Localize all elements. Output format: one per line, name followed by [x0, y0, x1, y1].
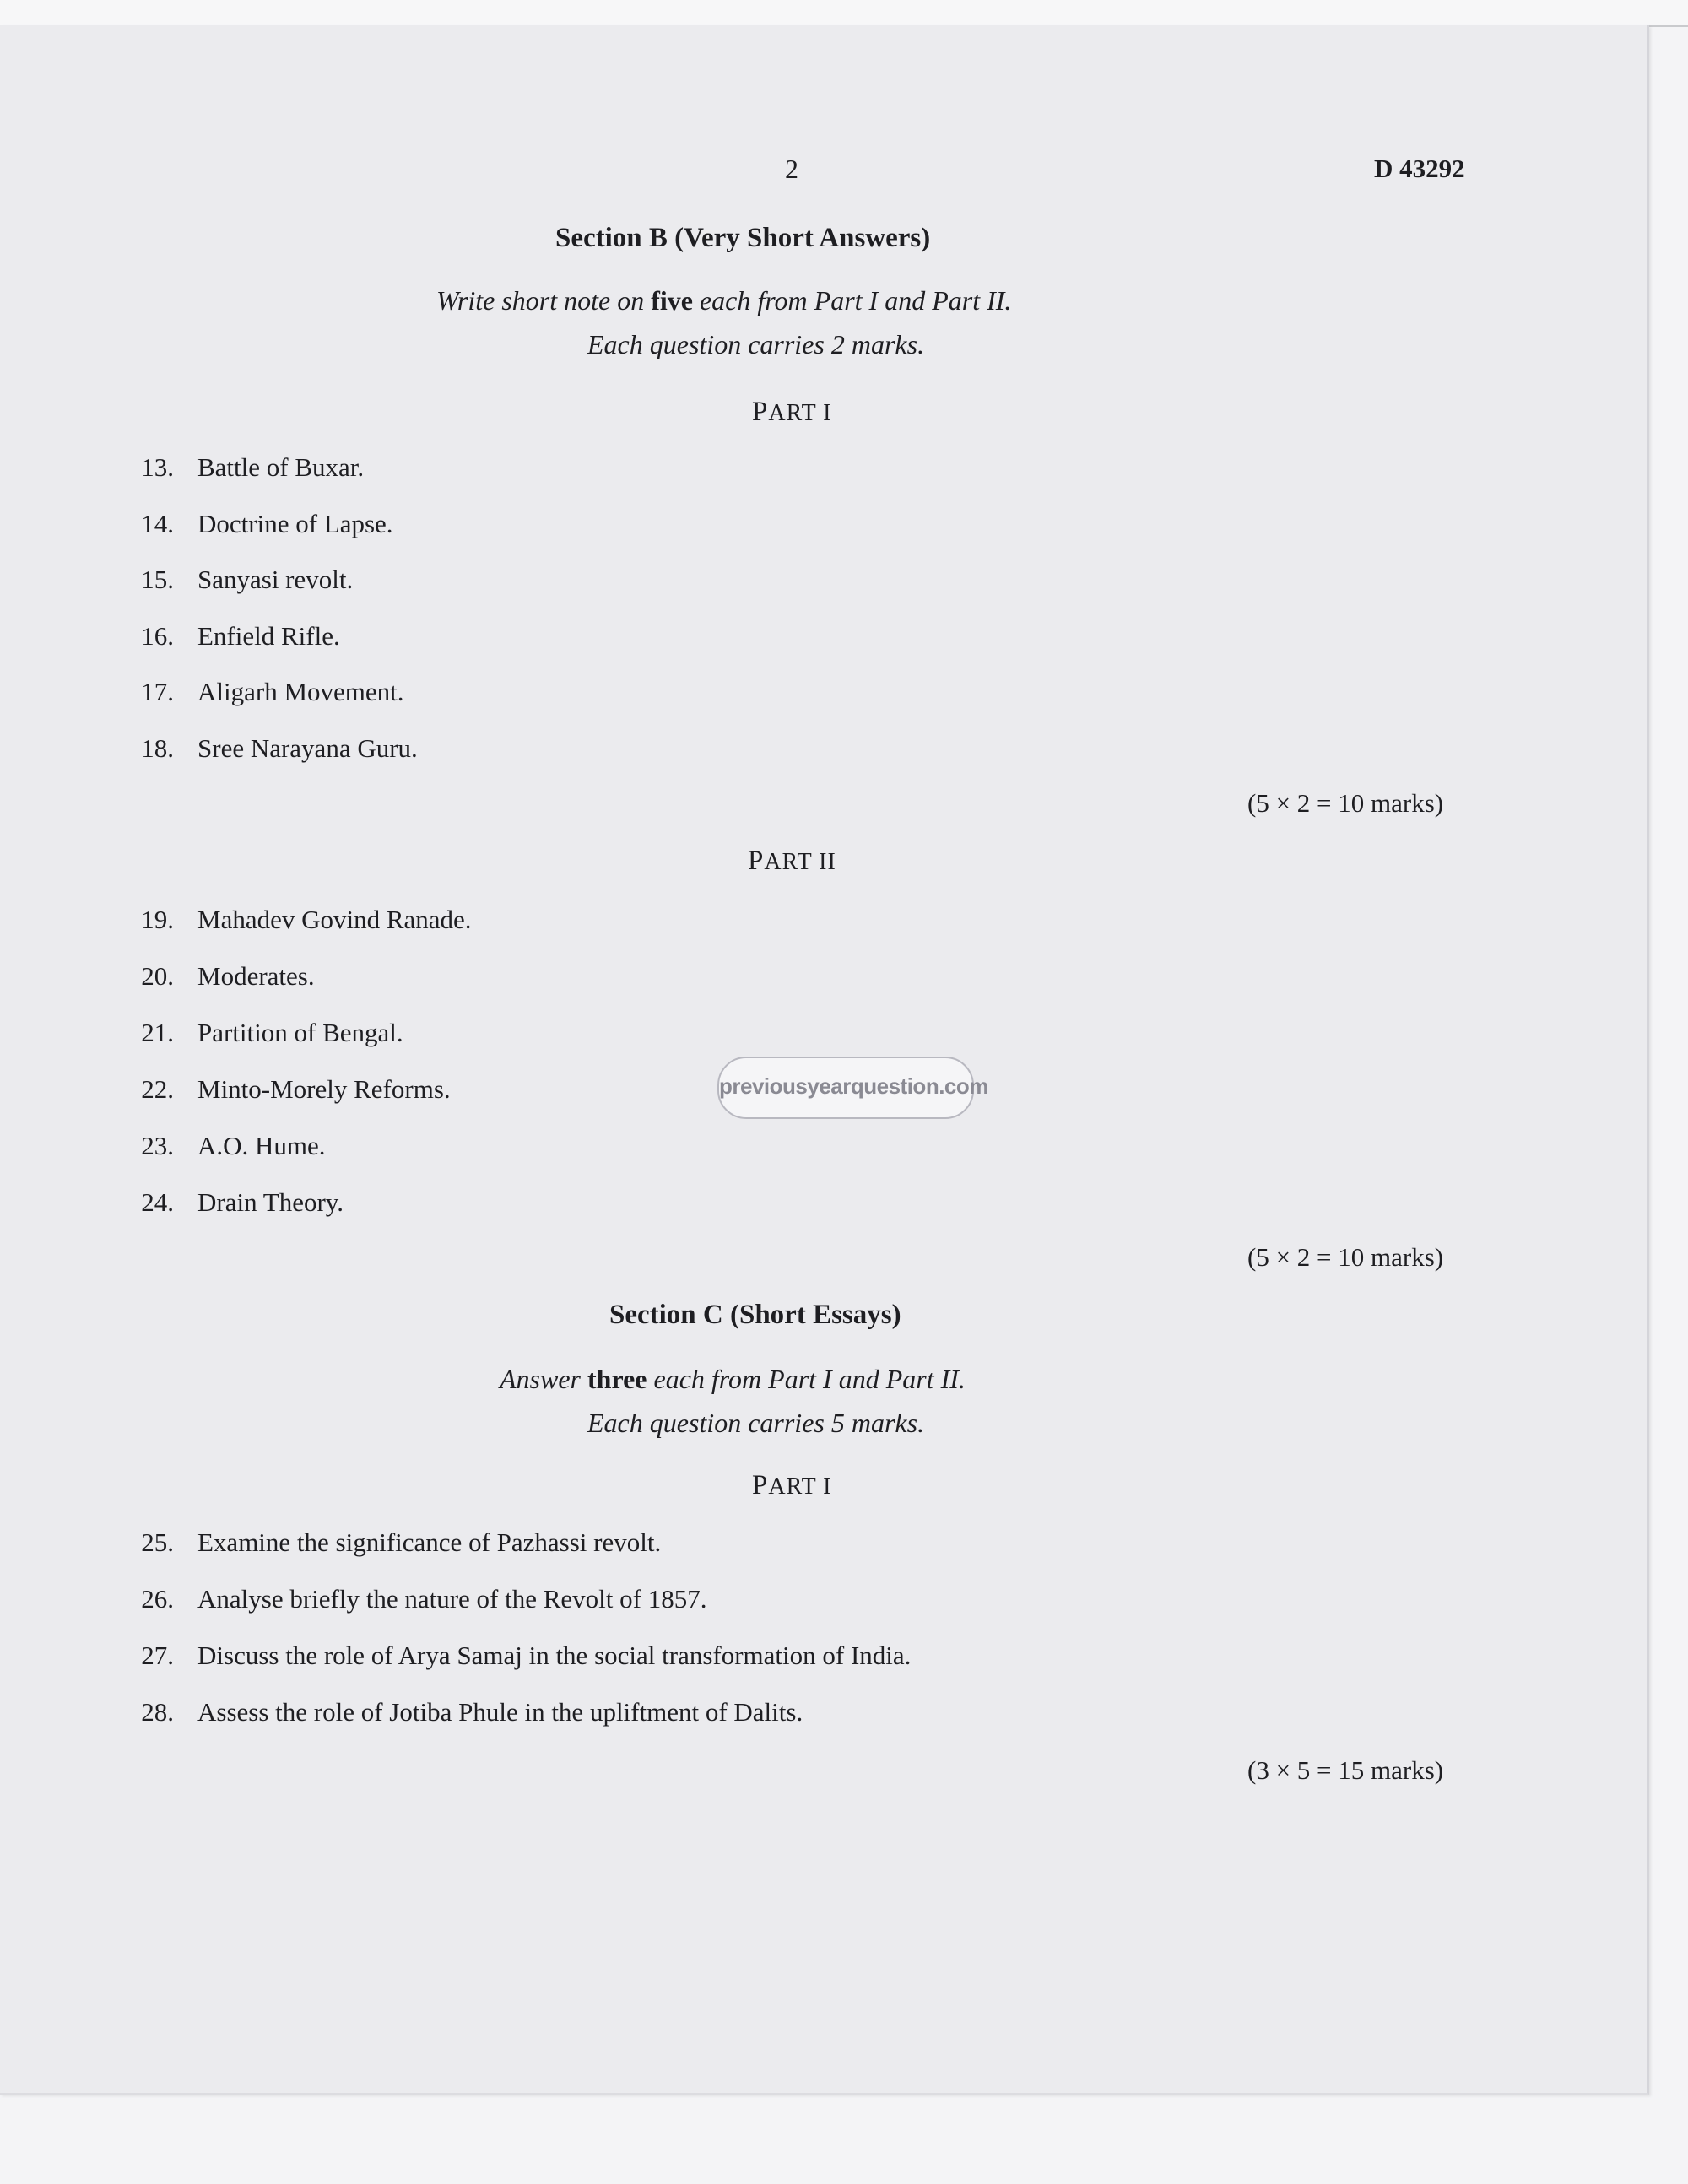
question-text: Aligarh Movement. — [197, 677, 404, 706]
section-c-instruction: Answer three each from Part I and Part II. — [500, 1364, 966, 1394]
section-b-part-2-heading: PART II — [748, 846, 836, 876]
question-text: Sree Narayana Guru. — [197, 733, 418, 763]
paper-code: D 43292 — [1374, 154, 1465, 183]
question-text: Analyse briefly the nature of the Revolt of 1857. — [197, 1584, 707, 1614]
question-text: Mahadev Govind Ranade. — [197, 905, 472, 934]
question-number: 21. — [141, 1018, 174, 1047]
question-text: Sanyasi revolt. — [197, 565, 354, 594]
question-text: A.O. Hume. — [197, 1131, 326, 1160]
question-number: 16. — [141, 620, 174, 651]
section-b-title: Section B (Very Short Answers) — [555, 223, 931, 253]
question-number: 22. — [141, 1074, 174, 1104]
question-number: 24. — [141, 1187, 174, 1217]
question-number: 15. — [141, 565, 174, 594]
section-b-part-2-marks: (5 × 2 = 10 marks) — [1247, 1242, 1444, 1272]
question-number: 19. — [141, 905, 174, 934]
question-number: 17. — [141, 677, 174, 706]
section-b-part-1-marks: (5 × 2 = 10 marks) — [1247, 788, 1444, 818]
question-text: Enfield Rifle. — [197, 620, 340, 651]
scanner-top-edge — [0, 0, 1688, 27]
section-b-part-1-heading: PART I — [752, 397, 832, 427]
section-c-marks-note: Each question carries 5 marks. — [587, 1408, 925, 1438]
question-number: 28. — [141, 1697, 174, 1727]
section-c-part-1-marks: (3 × 5 = 15 marks) — [1247, 1755, 1444, 1785]
question-number: 26. — [141, 1584, 174, 1614]
question-text: Drain Theory. — [197, 1187, 344, 1217]
question-text: Battle of Buxar. — [197, 452, 365, 482]
question-text: Examine the significance of Pazhassi revolt. — [197, 1527, 662, 1557]
question-number: 13. — [141, 452, 174, 482]
question-number: 18. — [141, 733, 174, 763]
question-number: 25. — [141, 1527, 174, 1557]
question-number: 23. — [141, 1131, 174, 1160]
question-text: Doctrine of Lapse. — [197, 508, 393, 538]
section-c-title: Section C (Short Essays) — [609, 1300, 901, 1330]
question-text: Partition of Bengal. — [197, 1018, 403, 1047]
question-text: Moderates. — [197, 961, 315, 991]
watermark-stamp: previousyearquestion.com — [717, 1057, 974, 1119]
question-number: 27. — [141, 1641, 174, 1670]
section-c-part-1-heading: PART I — [752, 1470, 832, 1500]
section-b-marks-note: Each question carries 2 marks. — [587, 329, 925, 359]
question-text: Minto-Morely Reforms. — [197, 1074, 451, 1104]
page-number: 2 — [785, 154, 798, 184]
question-number: 14. — [141, 508, 174, 538]
question-number: 20. — [141, 961, 174, 991]
question-text: Discuss the role of Arya Samaj in the social transformation of India. — [197, 1641, 912, 1670]
question-text: Assess the role of Jotiba Phule in the upliftment of Dalits. — [197, 1697, 803, 1727]
section-b-instruction: Write short note on five each from Part I and Part II. — [436, 285, 1012, 316]
